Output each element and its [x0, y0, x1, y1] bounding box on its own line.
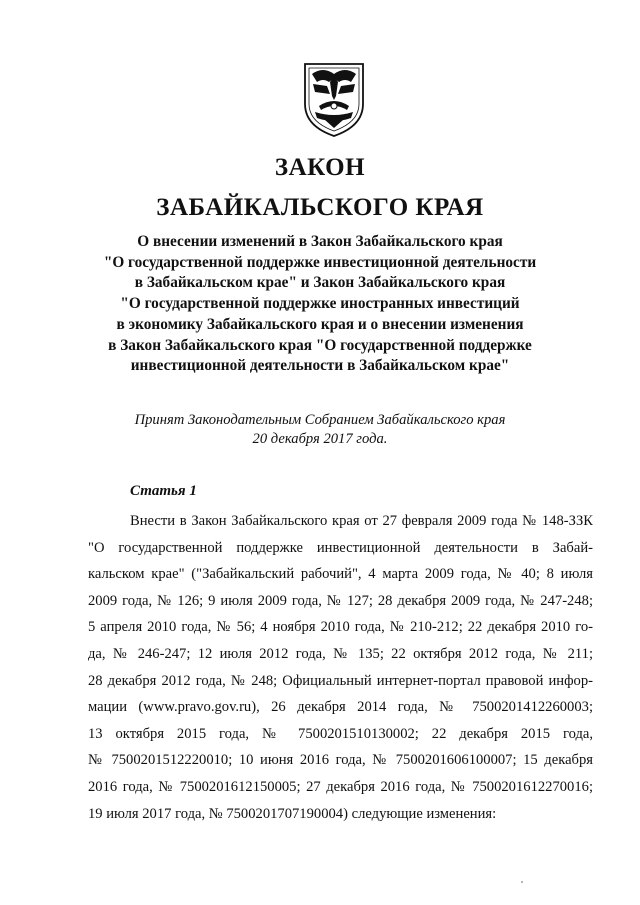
article-line: 13 октября 2015 года, № 7500201510130002; 22 декабря 2015 года, — [88, 725, 593, 742]
subject-line: инвестиционной деятельности в Забайкальском крае" — [130, 357, 510, 375]
subject-line: "О государственной поддержке иностранных инвестиций — [120, 295, 520, 313]
subject-line: О внесении изменений в Закон Забайкальского края — [137, 233, 503, 250]
adoption-date: 20 декабря 2017 года. — [252, 431, 388, 447]
adoption-line: Принят Законодательным Собранием Забайкальского края — [134, 412, 506, 428]
article-line: кальском крае" ("Забайкальский рабочий", 4 марта 2009 года, № 40; 8 июля — [88, 566, 593, 583]
subject-line: "О государственной поддержке инвестиционной деятельности — [103, 253, 537, 271]
article-line: 28 декабря 2012 года, № 248; Официальный интернет-портал правовой инфор- — [88, 672, 593, 689]
article-line: Внести в Закон Забайкальского края от 27 февраля 2009 года № 148-ЗЗК — [130, 513, 593, 529]
subject-line: в Забайкальском крае" и Закон Забайкальского края — [134, 274, 506, 292]
article-line: 19 июля 2017 года, № 7500201707190004) следующие изменения: — [88, 805, 497, 822]
region-title: ЗАБАЙКАЛЬСКОГО КРАЯ — [156, 194, 484, 221]
law-title: ЗАКОН — [274, 154, 366, 181]
article-line: 2016 года, № 7500201612150005; 27 декабря 2016 года, № 7500201612270016; — [88, 778, 593, 795]
article-line: да, № 246-247; 12 июля 2012 года, № 135; 22 октября 2012 года, № 211; — [88, 645, 593, 662]
scan-speck — [521, 881, 523, 883]
article-line: мации (www.pravo.gov.ru), 26 декабря 2014 года, № 7500201412260003; — [88, 699, 593, 716]
subject-line: в экономику Забайкальского края и о внесении изменения — [116, 315, 524, 333]
subject-line: в Закон Забайкальского края "О государственной поддержке — [108, 336, 532, 354]
article-line: № 7500201512220010; 10 июня 2016 года, № 7500201606100007; 15 декабря — [88, 752, 593, 769]
article-line: 5 апреля 2010 года, № 56; 4 ноября 2010 года, № 210-212; 22 декабря 2010 го- — [88, 619, 593, 636]
article-heading: Статья 1 — [130, 483, 197, 499]
coat-of-arms-emblem — [301, 60, 367, 138]
article-line: 2009 года, № 126; 9 июля 2009 года, № 127; 28 декабря 2009 года, № 247-248; — [88, 592, 593, 609]
law-subject — [60, 232, 580, 377]
adoption-note — [100, 411, 540, 449]
article-line: "О государственной поддержке инвестиционной деятельности в Забай- — [88, 539, 593, 556]
article-body — [88, 508, 593, 827]
